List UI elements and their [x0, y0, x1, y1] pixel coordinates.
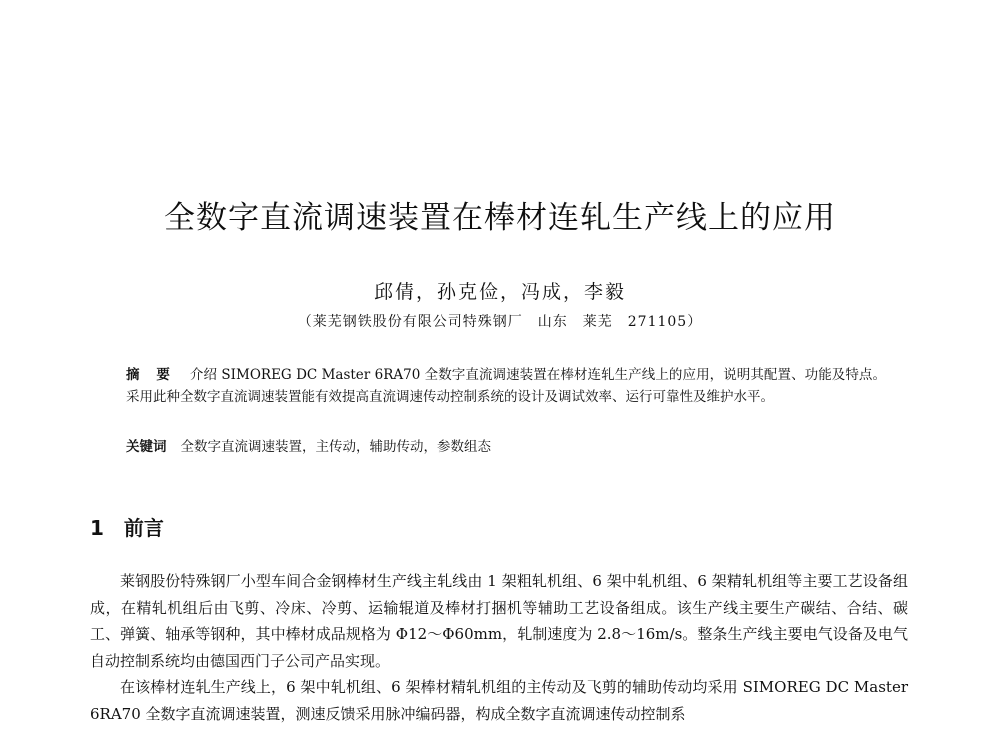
- keywords-text: 全数字直流调速装置，主传动，辅助传动，参数组态: [180, 439, 491, 455]
- keywords-label: 关键词: [126, 439, 167, 455]
- section-number: 1: [90, 516, 104, 540]
- section-title: 前言: [123, 516, 164, 540]
- body-paragraph: 在该棒材连轧生产线上，6 架中轧机组、6 架棒材精轧机组的主传动及飞剪的辅助传动均采用 SIMOREG DC Master 6RA70 全数字直流调速装置，测速反馈采用脉冲编码器，构成全数字直流调速传动控制系: [90, 678, 908, 723]
- section-heading: [90, 512, 164, 541]
- paper-title: 全数字直流调速装置在棒材连轧生产线上的应用: [164, 200, 836, 236]
- keywords: [126, 436, 886, 458]
- abstract: [126, 364, 886, 408]
- abstract-label: 摘 要: [126, 367, 176, 383]
- paper-authors: 邱倩，孙克俭，冯成，李毅: [373, 281, 626, 303]
- abstract-text: 介绍 SIMOREG DC Master 6RA70 全数字直流调速装置在棒材连轧生产线上的应用，说明其配置、功能及特点。采用此种全数字直流调速装置能有效提高直流调速传动控制系统的设计及调试效率、运行可靠性及维护水平。: [126, 367, 887, 405]
- body-paragraph: 莱钢股份特殊钢厂小型车间合金钢棒材生产线主轧线由 1 架粗轧机组、6 架中轧机组、6 架精轧机组等主要工艺设备组成，在精轧机组后由飞剪、冷床、冷剪、运输辊道及棒材打捆机等辅助工艺设备组成。该生产线主要生产碳结、合结、碳工、弹簧、轴承等钢种，其中棒材成品规格为 Φ12～Φ60mm，轧制速度为 2.8～16m/s。整条生产线主要电气设备及电气自动控制系统均由德国西门子公司产品实现。: [90, 572, 908, 670]
- paper-affiliation: （莱芜钢铁股份有限公司特殊钢厂 山东 莱芜 271105）: [297, 314, 703, 330]
- body-text: [90, 568, 908, 727]
